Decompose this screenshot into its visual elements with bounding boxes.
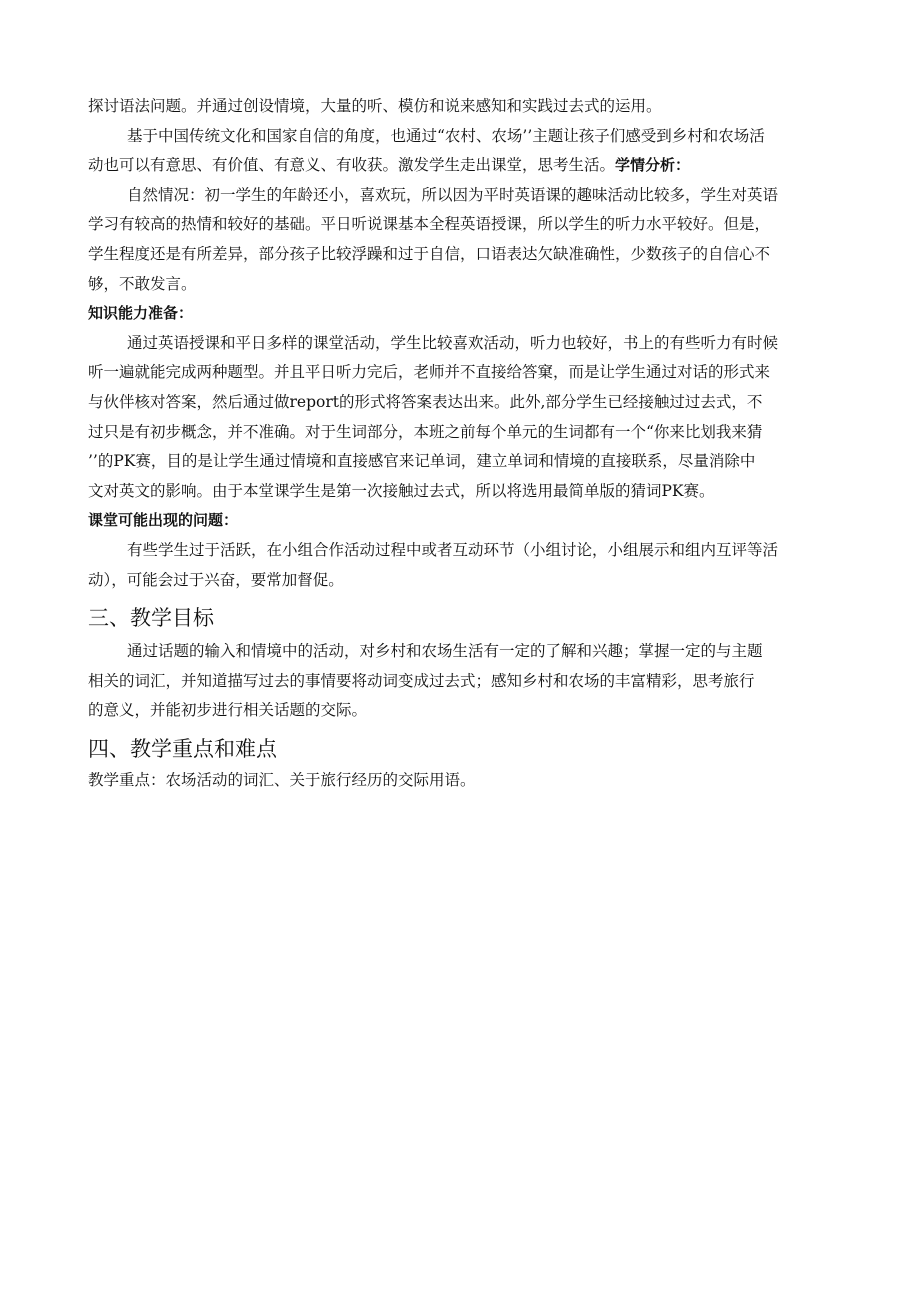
- paragraph-line: 探讨语法问题。并通过创设情境，大量的听、模仿和说来感知和实践过去式的运用。: [88, 97, 662, 115]
- section-label-knowledge: 知识能力准备：: [88, 304, 194, 323]
- paragraph-line: 教学重点：农场活动的词汇、关于旅行经历的交际用语。: [88, 770, 476, 789]
- paragraph-line: 相关的词汇，并知道描写过去的事情要将动词变成过去式；感知乡村和农场的丰富精彩，思考旅行: [88, 671, 755, 690]
- paragraph-line: 学生程度还是有所差异，部分孩子比较浮躁和过于自信，口语表达欠缺准确性，少数孩子的自信心不: [88, 244, 771, 263]
- paragraph-line: 文对英文的影响。由于本堂课学生是第一次接触过去式，所以将选用最简单版的猜词PK赛。: [88, 481, 715, 500]
- paragraph-line: ’’的PK赛，目的是让学生通过情境和直接感官来记单词，建立单词和情境的直接联系，尽量消除中: [88, 452, 756, 471]
- paragraph-line: 自然情况：初一学生的年龄还小，喜欢玩，所以因为平时英语课的趣味活动比较多，学生对英语: [127, 185, 779, 204]
- paragraph-line: 听一遍就能完成两种题型。并且平日听力完后，老师并不直接给答窠，而是让学生通过对话的形式来: [88, 363, 771, 382]
- paragraph-line: 基于中国传统文化和国家自信的角度，也通过“农村、农场’’主题让孩子们感受到乡村和农场活: [127, 126, 765, 145]
- paragraph-line: 动），可能会过于兴奋，要常加督促。: [88, 570, 344, 589]
- paragraph-text: 动也可以有意思、有价值、有意义、有收获。激发学生走出课堂，思考生活。: [88, 156, 616, 175]
- document-page: [88, 92, 840, 795]
- paragraph-line: 够，不敢发言。: [88, 274, 197, 293]
- section-heading-teaching-goals: 三、教学目标: [88, 606, 214, 631]
- paragraph-line: 通过英语授课和平日多样的课堂活动，学生比较喜欢活动，听力也较好，书上的有些听力有时候: [127, 333, 779, 352]
- paragraph-line: 学习有较高的热情和较好的基础。平日听说课基本全程英语授课，所以学生的听力水平较好。但是，: [88, 215, 771, 234]
- paragraph-line: 的意义，并能初步进行相关话题的交际。: [88, 701, 368, 720]
- paragraph-line: 过只是有初步概念，并不准确。对于生词部分，本班之前每个单元的生词都有一个“你来比划我来猜: [88, 422, 763, 441]
- paragraph-line: 有些学生过于活跃，在小组合作活动过程中或者互动环节（小组讨论，小组展示和组内互评等活: [127, 540, 779, 559]
- section-heading-key-points: 四、教学重点和难点: [88, 736, 277, 761]
- paragraph-line: 与伙伴核对答案，然后通过做report的形式将答案表达出来。此外,部分学生已经接触过过去式，不: [88, 392, 763, 411]
- paragraph-line: 通过话题的输入和情境中的活动，对乡村和农场生活有一定的了解和兴趣；掌握一定的与主题: [127, 642, 763, 661]
- section-label-problems: 课堂可能出现的问题：: [88, 511, 239, 530]
- paragraph-line: [88, 151, 840, 181]
- section-label-learner-analysis: 学情分析：: [615, 156, 691, 175]
